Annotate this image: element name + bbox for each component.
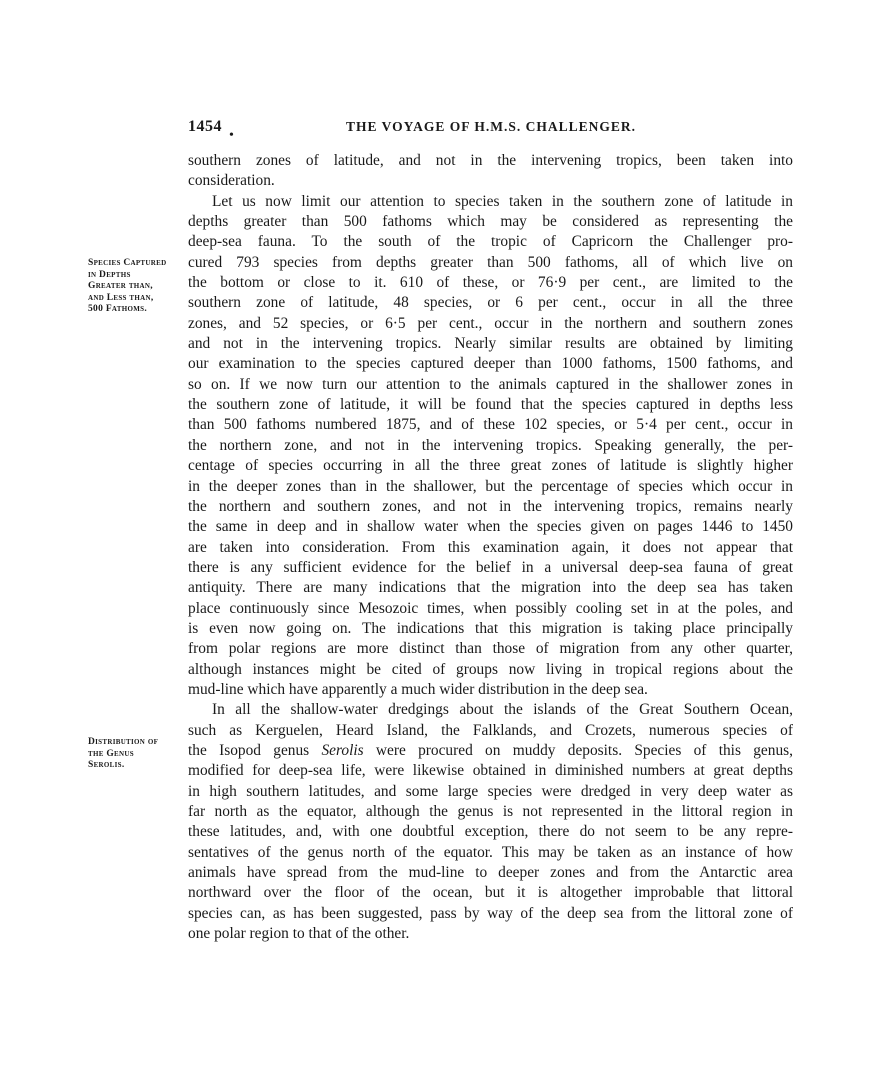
side-note-line: Distribution of xyxy=(88,737,159,747)
page-number: 1454 xyxy=(188,118,222,135)
text-line: such as Kerguelen, Heard Island, the Falklands, and Crozets, numerous species of xyxy=(188,721,793,739)
text-line: Let us now limit our attention to species taken in the southern zone of latitude in xyxy=(212,192,793,210)
text-line: the same in deep and in shallow water when the species given on pages 1446 to 1450 xyxy=(188,518,793,536)
side-note-line: Serolis. xyxy=(88,760,125,771)
text-line: consideration. xyxy=(188,172,275,190)
text-line: southern zones of latitude, and not in the intervening tropics, been taken into xyxy=(188,152,793,169)
text-line: is even now going on. The indications that this migration is taking place principally xyxy=(188,619,793,637)
side-note-line: the Genus xyxy=(88,748,134,759)
text-line: sentatives of the genus north of the equator. This may be taken as an instance of how xyxy=(188,843,793,861)
text-line: and not in the intervening tropics. Nearly similar results are obtained by limiting xyxy=(188,335,793,353)
text-line: the northern zone, and not in the intervening tropics. Speaking generally, the per- xyxy=(188,436,793,454)
side-note-line: Greater than, xyxy=(88,281,153,292)
running-title: THE VOYAGE OF H.M.S. CHALLENGER. xyxy=(346,119,637,134)
text-line: far north as the equator, although the genus is not represented in the littoral region in xyxy=(188,803,793,820)
text-line: in high southern latitudes, and some large species were dredged in very deep water as xyxy=(188,782,793,800)
text-line: the Isopod genus Serolis were procured on muddy deposits. Species of this genus, xyxy=(188,741,793,759)
text-line: centage of species occurring in all the three great zones of latitude is slightly higher xyxy=(188,457,793,475)
text-line: the northern and southern zones, and not in the intervening tropics, remains nearly xyxy=(188,497,793,515)
text-line: animals have spread from the mud-line to deeper zones and from the Antarctic area xyxy=(188,864,793,882)
page-dot: • xyxy=(229,128,234,143)
text-line: than 500 fathoms numbered 1875, and of these 102 species, or 5·4 per cent., occur in xyxy=(188,416,793,434)
text-line: so on. If we now turn our attention to the animals captured in the shallower zones in xyxy=(188,375,793,393)
side-note-distribution-serolis xyxy=(88,737,192,772)
text-line: In all the shallow-water dredgings about the islands of the Great Southern Ocean, xyxy=(212,701,793,719)
text-line: the bottom or close to it. 610 of these, or 76·9 per cent., are limited to the xyxy=(188,274,793,292)
side-note-species-captured xyxy=(88,258,192,316)
text-line: the southern zone of latitude, it will be found that the species captured in depths less xyxy=(188,396,793,414)
side-note-line: and Less than, xyxy=(88,292,154,303)
text-line: there is any sufficient evidence for the belief in a universal deep-sea fauna of great xyxy=(188,558,793,576)
side-note-line: 500 Fathoms. xyxy=(88,304,147,315)
text-line: zones, and 52 species, or 6·5 per cent., occur in the northern and southern zones xyxy=(188,314,793,332)
text-line: southern zone of latitude, 48 species, or 6 per cent., occur in all the three xyxy=(188,294,793,312)
text-line: place continuously since Mesozoic times, when possibly cooling set in at the poles, and xyxy=(188,599,793,617)
text-line: northward over the floor of the ocean, but it is altogether improbable that littoral xyxy=(188,884,793,902)
text-line: are taken into consideration. From this examination again, it does not appear that xyxy=(188,538,793,556)
genus-name-italic: Serolis xyxy=(321,741,364,759)
side-note-line: in Depths xyxy=(88,269,131,280)
text-line: from polar regions are more distinct than those of migration from any other quarter, xyxy=(188,640,793,658)
text-line: species can, as has been suggested, pass by way of the deep sea from the littoral zone of xyxy=(188,904,793,922)
side-note-line: Species Captured xyxy=(88,258,167,268)
text-line: in the deeper zones than in the shallower, but the percentage of species which occur in xyxy=(188,477,793,495)
text-line: cured 793 species from depths greater than 500 fathoms, all of which live on xyxy=(188,253,793,271)
body-text xyxy=(188,151,793,944)
text-line: our examination to the species captured deeper than 1000 fathoms, 1500 fathoms, and xyxy=(188,355,793,373)
text-line: these latitudes, and, with one doubtful exception, there do not seem to be any repre- xyxy=(188,823,793,841)
text-line: depths greater than 500 fathoms which may be considered as representing the xyxy=(188,213,793,231)
text-line: modified for deep-sea life, were likewise obtained in diminished numbers at great depths xyxy=(188,762,793,780)
text-line: although instances might be cited of groups now living in tropical regions about the xyxy=(188,660,793,678)
text-line: antiquity. There are many indications that the migration into the deep sea has taken xyxy=(188,579,793,597)
text-line: mud-line which have apparently a much wider distribution in the deep sea. xyxy=(188,680,648,698)
text-line: one polar region to that of the other. xyxy=(188,925,410,943)
text-line: deep-sea fauna. To the south of the tropic of Capricorn the Challenger pro- xyxy=(188,233,793,251)
